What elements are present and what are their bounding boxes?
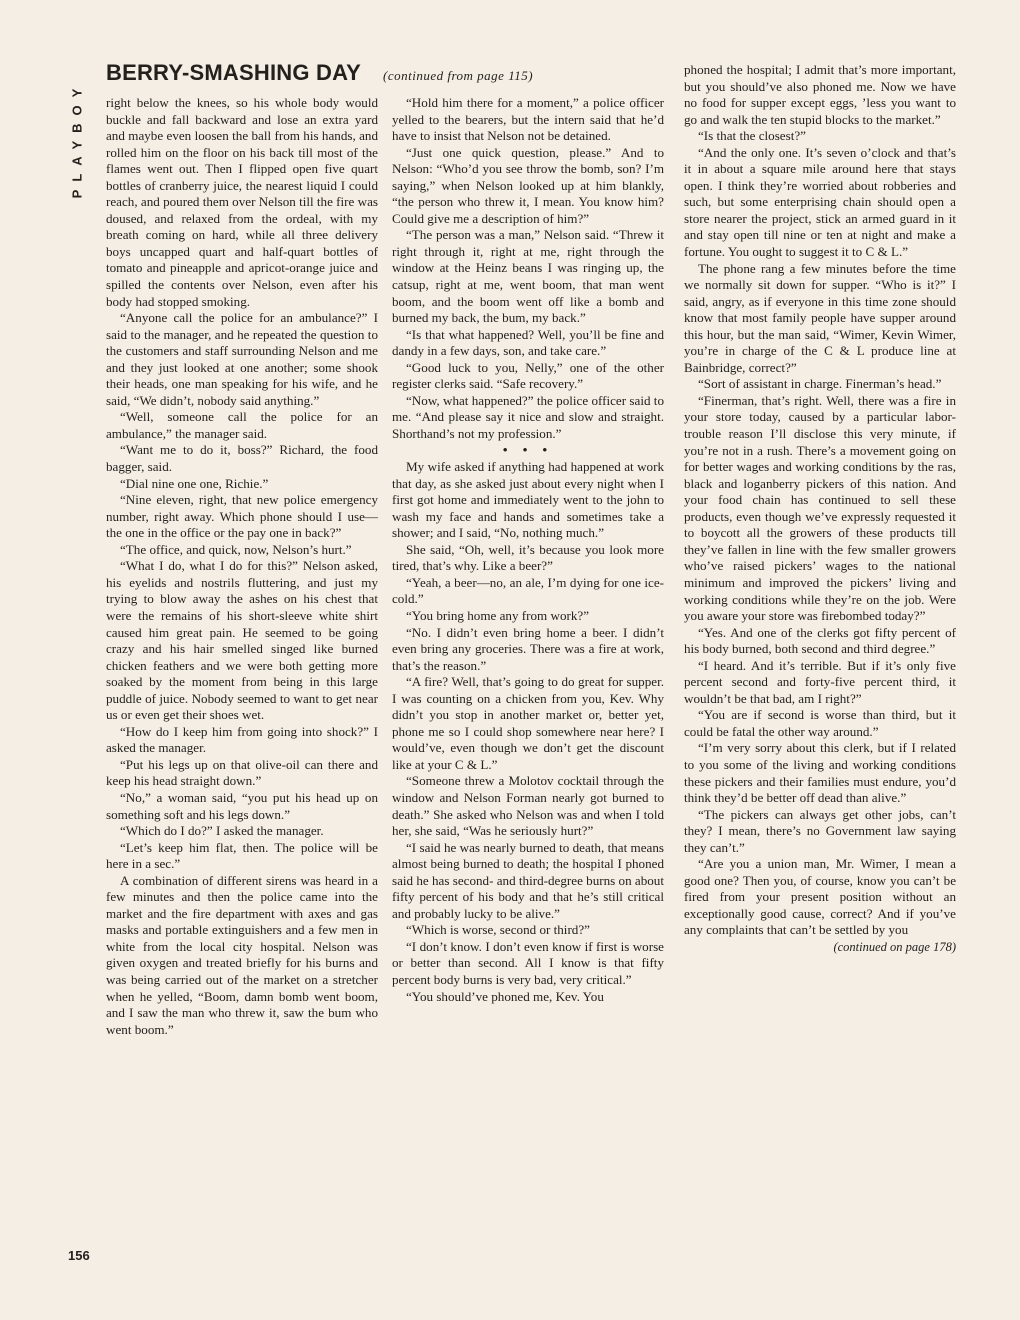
paragraph: “And the only one. It’s seven o’clock and that’s it in about a square mile around here that stays open. I think they’re worried about robberies and such, but some enterprising chain should open a store nearer the project, stick an armed guard in it and stay open till nine or ten at night and make a fortune. You ought to suggest it to C & L.” xyxy=(684,144,956,260)
paragraph: “Now, what happened?” the police officer said to me. “And please say it nice and slow and straight. Shorthand’s not my profession.” xyxy=(392,392,664,441)
paragraph: She said, “Oh, well, it’s because you look more tired, that’s why. Like a beer?” xyxy=(392,541,664,574)
paragraph: “The pickers can always get other jobs, can’t they? I mean, there’s no Government law saying they can’t.” xyxy=(684,806,956,855)
paragraph: My wife asked if anything had happened at work that day, as she asked just about every night when I first got home and immediately went to the john to wash my face and hands and sometimes take a shower; and I said, “No, nothing much.” xyxy=(392,459,664,541)
paragraph: “Let’s keep him flat, then. The police will be here in a sec.” xyxy=(106,839,378,872)
article-title: BERRY-SMASHING DAY xyxy=(106,60,362,85)
page-number: 156 xyxy=(68,1248,90,1263)
paragraph: “Which do I do?” I asked the manager. xyxy=(120,823,324,839)
paragraph: “Dial nine one one, Richie.” xyxy=(120,475,269,491)
text-column-1 xyxy=(106,95,378,1038)
paragraph: “Finerman, that’s right. Well, there was a fire in your store today, caused by a particular labor-trouble reason I’ll disclose this very minute, if you’re not in a rush. There’s a movement going on for better wages and working conditions by the ras, black and loganberry pickers of this nation. And your food chain has continued to sell these products, even though we’ve expressly requested it to boycott all the growers of these products till they’ve fallen in line with the few smaller growers who’ve raised pickers’ wages to the national minimum and improved the pickers’ living and working conditions while they’re on the job. Were you aware your store was firebombed today?” xyxy=(684,392,956,624)
paragraph: “Just one quick question, please.” And to Nelson: “Who’d you see throw the bomb, son? I’m saying,” when Nelson looked up at him blankly, “the person who threw it, I mean. You know him? Could give me a description of him?” xyxy=(392,144,664,226)
paragraph: “Sort of assistant in charge. Finerman’s head.” xyxy=(698,376,942,392)
text-column-3 xyxy=(684,62,956,956)
paragraph: “I heard. And it’s terrible. But if it’s only five percent second and forty-five percent third, it wouldn’t be that bad, am I right?” xyxy=(684,657,956,706)
paragraph: “You bring home any from work?” xyxy=(406,607,590,623)
paragraph: “Is that what happened? Well, you’ll be fine and dandy in a few days, son, and take care.” xyxy=(392,326,664,359)
paragraph: “Yes. And one of the clerks got fifty percent of his body burned, both second and third degree.” xyxy=(684,624,956,657)
paragraph: “Someone threw a Molotov cocktail through the window and Nelson Forman nearly got burned to death.” She asked who Nelson was and when I told her, she said, “Was he seriously hurt?” xyxy=(392,773,664,839)
paragraph: “No,” a woman said, “you put his head up on something soft and his legs down.” xyxy=(106,789,378,822)
paragraph: phoned the hospital; I admit that’s more important, but you should’ve also phoned me. Now we have no food for supper except eggs, ’less you want to go and walk the ten stupid blocks to the market.” xyxy=(684,62,956,127)
paragraph: A combination of different sirens was heard in a few minutes and then the police came into the market and the fire department with axes and gas masks and portable extinguishers and a few men in white from the local city hospital. Nelson was given oxygen and treated briefly for his burns and was being carried out of the market on a stretcher when he yelled, “Boom, damn bomb went boom, and I saw the man who threw it, saw the bum who went boom.” xyxy=(106,872,378,1037)
article-header xyxy=(106,60,666,86)
section-break: • • • xyxy=(502,442,554,458)
paragraph: “The office, and quick, now, Nelson’s hurt.” xyxy=(120,541,352,557)
paragraph: right below the knees, so his whole body would buckle and fall backward and lose an extra yard and maybe even loosen the ball from his hands, and rolled him on the floor on his back till most of the flames went out. Then I flipped open five quart bottles of cranberry juice, the nearest liquid I could reach, and poured them over Nelson till the fire was doused, and relaxed from the ordeal, with my breath coming on hard, while all three delivery boys uncapped quart and half-quart bottles of tomato and pineapple and apricot-orange juice and spilled the contents over Nelson, even after his body had stopped smoking. xyxy=(106,95,378,309)
continued-from-note: (continued from page 115) xyxy=(383,68,534,83)
paragraph: “Put his legs up on that olive-oil can there and keep his head straight down.” xyxy=(106,756,378,789)
paragraph: “I said he was nearly burned to death, that means almost being burned to death; the hospital I phoned said he has second- and third-degree burns on about fifty percent of his body and that he’s still critical and probably lucky to be alive.” xyxy=(392,839,664,921)
paragraph: “A fire? Well, that’s going to do great for supper. I was counting on a chicken from you, Kev. Why didn’t you stop in another market or, better yet, phone me so I could shop somewhere near here? I would’ve, even though we don’t get the discount like at your C & L.” xyxy=(392,674,664,772)
paragraph: “How do I keep him from going into shock?” I asked the manager. xyxy=(106,723,378,756)
paragraph: “Well, someone call the police for an ambulance,” the manager said. xyxy=(106,409,378,441)
paragraph: “Good luck to you, Nelly,” one of the other register clerks said. “Safe recovery.” xyxy=(392,359,664,392)
masthead xyxy=(62,62,92,222)
paragraph: “Want me to do it, boss?” Richard, the food bagger, said. xyxy=(106,442,378,475)
masthead-text: PLAYBOY xyxy=(69,80,85,199)
paragraph: “Are you a union man, Mr. Wimer, I mean a good one? Then you, of course, know you can’t be fired from your present position without an exceptionally good cause, correct? And if you’ve any complaints that can’t be settled by you xyxy=(684,856,956,938)
paragraph: “The person was a man,” Nelson said. “Threw it right through it, right at me, right through the window at the Heinz beans I was ringing up, the catsup, right at me, went boom, that man went boom, and the boom went off like a bomb and burned my back, the bum, my back.” xyxy=(392,227,664,326)
paragraph: The phone rang a few minutes before the time we normally sit down for supper. “Who is it?” I said, angry, as if everyone in this time zone should know that most family people have supper around this hour, but the man said, “Wimer, Kevin Wimer, you’re in charge of the C & L produce line at Bainbridge, correct?” xyxy=(684,260,956,375)
paragraph: “Anyone call the police for an ambulance?” I said to the manager, and he repeated the question to the customers and staff surrounding Nelson and me and they just looked at one another; some shook their heads, one man speaking for his wife, and he said, “We didn’t, nobody said anything.” xyxy=(106,310,378,408)
paragraph: “What I do, what I do for this?” Nelson asked, his eyelids and nostrils fluttering, and just my trying to blow away the ashes on his chest that were the remains of his short-sleeve white shirt caused him great pain. He seemed to be going crazy and his hair smelled singed like burned chicken feathers and we were both getting more soaked by the moment from being in this large puddle of juice. Nobody seemed to want to get near us or even get their shoes wet. xyxy=(106,558,378,723)
paragraph: “You are if second is worse than third, but it could be fatal the other way around.” xyxy=(684,707,956,739)
paragraph: “I’m very sorry about this clerk, but if I related to you some of the living and working conditions these pickers and their families must endure, you’d think they’d be better off dead than alive.” xyxy=(684,740,956,806)
text-column-2 xyxy=(392,95,664,1005)
paragraph: “Hold him there for a moment,” a police officer yelled to the bearers, but the intern said that he’d have to insist that Nelson not be detained. xyxy=(392,95,664,144)
paragraph: “Is that the closest?” xyxy=(698,128,806,144)
continued-on-note: (continued on page 178) xyxy=(833,939,956,954)
paragraph: “You should’ve phoned me, Kev. You xyxy=(406,988,604,1004)
paragraph: “Which is worse, second or third?” xyxy=(406,922,590,938)
paragraph: “Nine eleven, right, that new police emergency number, right away. Which phone should I use—the one in the office or the pay one in back?” xyxy=(106,492,378,541)
paragraph: “Yeah, a beer—no, an ale, I’m dying for one ice-cold.” xyxy=(392,574,664,607)
paragraph: “No. I didn’t even bring home a beer. I didn’t even bring any groceries. There was a fire at work, that’s the reason.” xyxy=(392,624,664,673)
paragraph: “I don’t know. I don’t even know if first is worse or better than second. All I know is that fifty percent body burns is very bad, very critical.” xyxy=(392,938,664,987)
